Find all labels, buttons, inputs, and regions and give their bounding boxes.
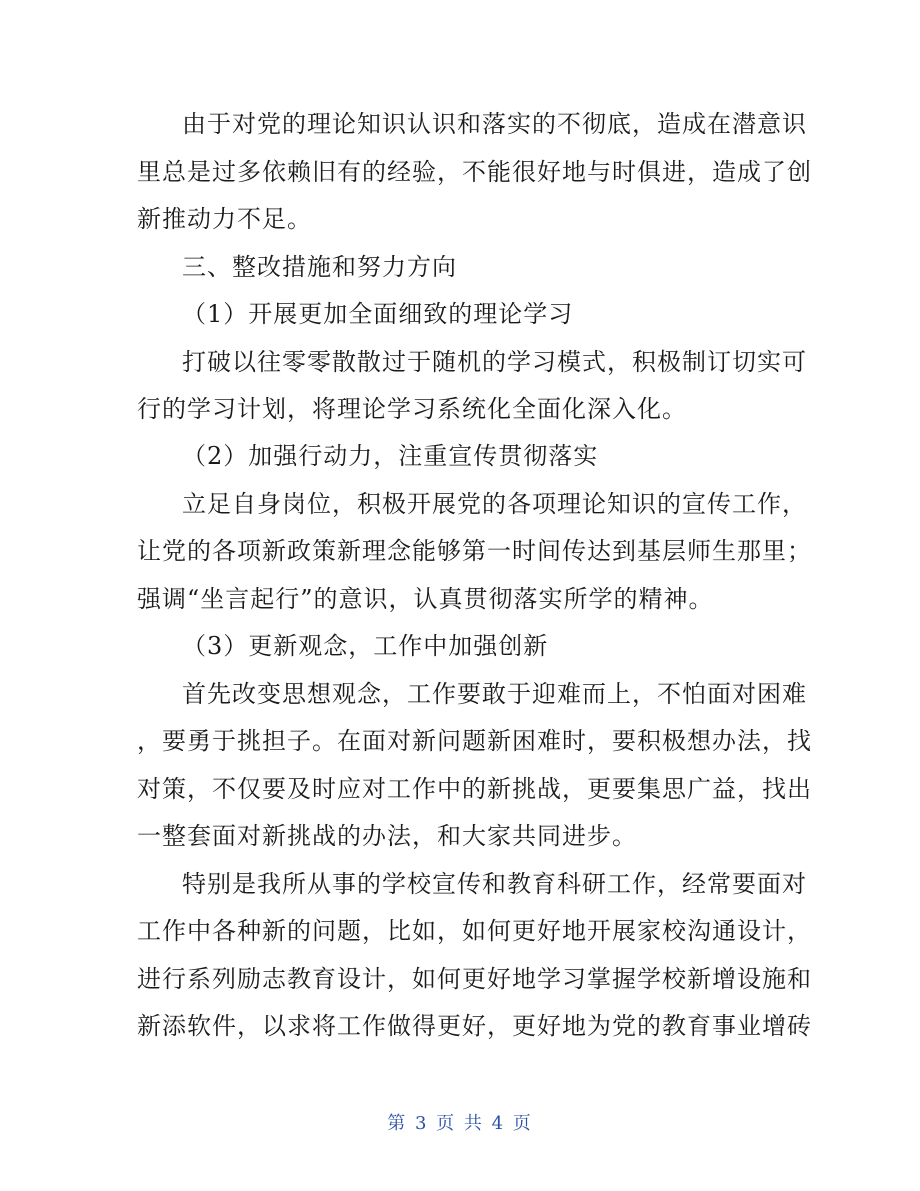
text-line: 工作中各种新的问题，比如，如何更好地开展家校沟通设计， xyxy=(137,917,812,945)
text-line: 里总是过多依赖旧有的经验，不能很好地与时俱进，造成了创 xyxy=(137,158,812,186)
text-line: 行的学习计划，将理论学习系统化全面化深入化。 xyxy=(137,395,687,423)
text-line: 对策，不仅要及时应对工作中的新挑战，更要集思广益，找出 xyxy=(137,775,812,803)
subsection-heading: （1）开展更加全面细致的理论学习 xyxy=(182,300,574,328)
text-line: 让党的各项新政策新理念能够第一时间传达到基层师生那里； xyxy=(137,537,812,565)
text-line: 特别是我所从事的学校宣传和教育科研工作，经常要面对 xyxy=(182,870,807,898)
text-line: 进行系列励志教育设计，如何更好地学习掌握学校新增设施和 xyxy=(137,965,812,993)
text-line: 强调“坐言起行”的意识，认真贯彻落实所学的精神。 xyxy=(137,585,714,613)
text-line: 立足自身岗位，积极开展党的各项理论知识的宣传工作， xyxy=(182,490,807,518)
subsection-heading: （3）更新观念，工作中加强创新 xyxy=(182,632,549,660)
text-line: 新添软件，以求将工作做得更好，更好地为党的教育事业增砖 xyxy=(137,1012,812,1040)
text-line: 一整套面对新挑战的办法，和大家共同进步。 xyxy=(137,822,637,850)
page-number-footer: 第 3 页 共 4 页 xyxy=(387,1113,533,1134)
text-line: 打破以往零零散散过于随机的学习模式，积极制订切实可 xyxy=(182,348,807,376)
section-heading: 三、整改措施和努力方向 xyxy=(182,253,457,281)
subsection-heading: （2）加强行动力，注重宣传贯彻落实 xyxy=(182,442,599,470)
text-line: 首先改变思想观念，工作要敢于迎难而上，不怕面对困难 xyxy=(182,680,807,708)
text-line: 由于对党的理论知识认识和落实的不彻底，造成在潜意识 xyxy=(182,110,807,138)
text-line: ，要勇于挑担子。在面对新问题新困难时，要积极想办法，找 xyxy=(137,727,812,755)
text-line: 新推动力不足。 xyxy=(137,205,312,233)
